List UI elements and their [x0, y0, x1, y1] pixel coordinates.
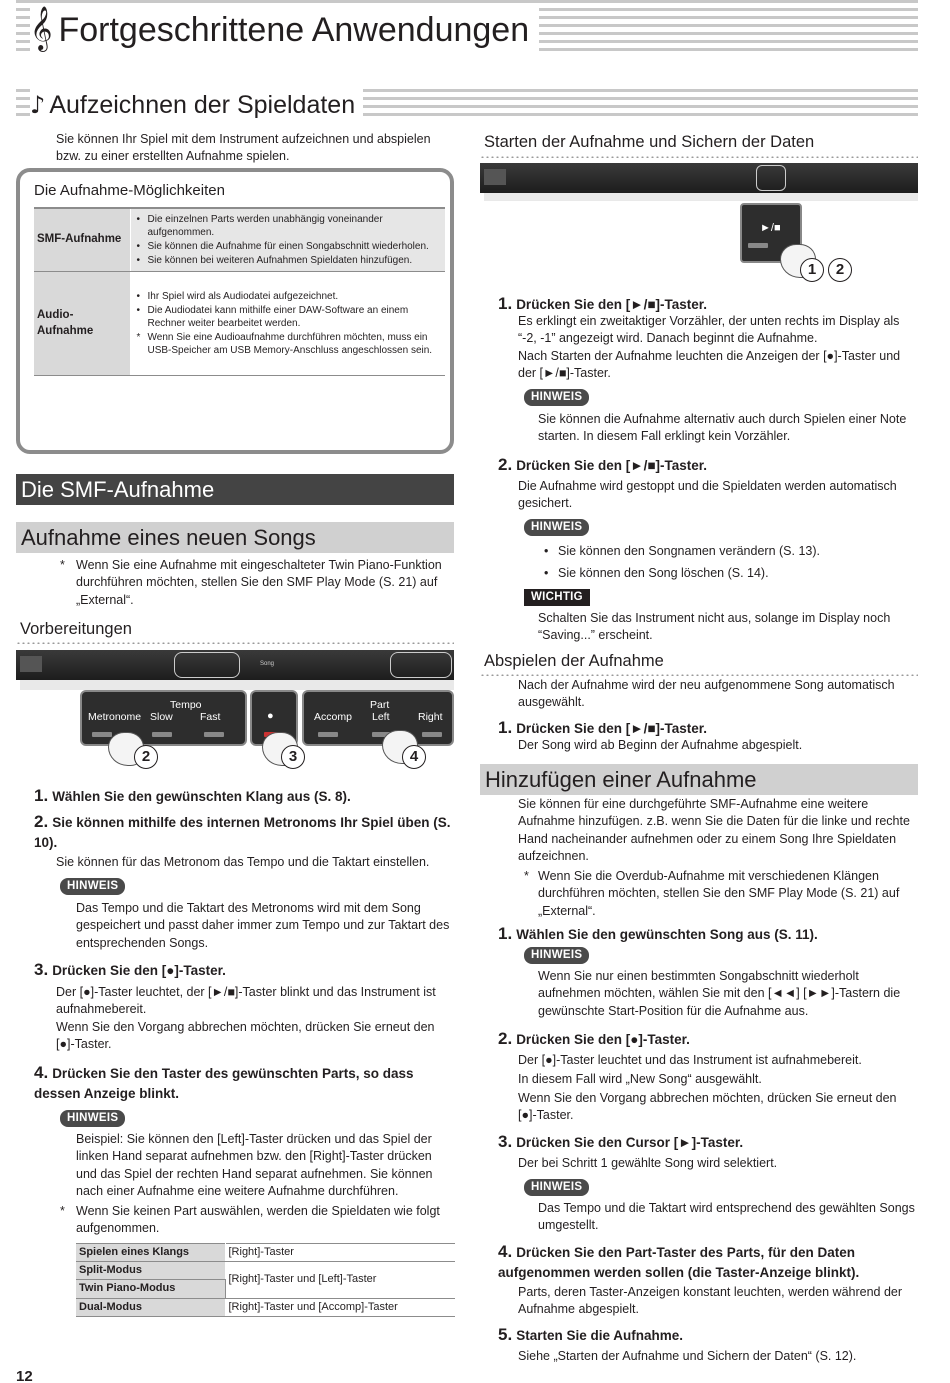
callout-number: 3 — [281, 745, 305, 769]
options-row-audio — [34, 272, 445, 376]
record-step-1-hint: Sie können die Aufnahme alternativ auch durch Spielen einer Note starten. In diesem Fall erklingt kein Vorzähler. — [538, 412, 907, 444]
playback-desc: Nach der Aufnahme wird der neu aufgenommene Song automatisch ausgewählt. — [518, 678, 895, 710]
section-title-text: Aufzeichnen der Spieldaten — [49, 91, 356, 119]
dotted-divider — [480, 674, 918, 676]
callout-number: 2 — [134, 745, 158, 769]
add-step-4: 4. Drücken Sie den Part-Taster des Parts, für den Daten aufgenommen werden sollen (die Taster-Anzeige blinkt). — [498, 1242, 860, 1280]
playback-step-1: 1. Drücken Sie den [►/■]-Taster. — [498, 718, 708, 737]
twin-piano-note: Wenn Sie eine Aufnahme mit eingeschalteter Twin Piano-Funktion durchführen möchten, stellen Sie den SMF Play Mode (S. 21) auf „External“. — [76, 558, 442, 607]
options-row-value — [130, 208, 445, 272]
accomp-label: Accomp — [314, 711, 352, 723]
hint-badge: HINWEIS — [524, 519, 589, 536]
step-3: 3. Drücken Sie den [●]-Taster. — [34, 960, 226, 979]
add-step-3-hint: Das Tempo und die Taktart wird entsprechend des gewählten Songs umgestellt. — [538, 1201, 915, 1233]
record-step-1: 1. Drücken Sie den [►/■]-Taster. — [498, 294, 708, 313]
slow-label: Slow — [150, 711, 173, 723]
step-1: 1. Wählen Sie den gewünschten Klang aus (S. 8). — [34, 786, 351, 805]
list-item: • Die einzelnen Parts werden unabhängig voneinander aufgenommen. — [136, 214, 383, 238]
left-label: Left — [372, 711, 390, 723]
play-stop-icon: ►/■ — [760, 222, 781, 234]
intro-text: Sie können Ihr Spiel mit dem Instrument aufzeichnen und abspielen bzw. zu einer erstellten Aufnahme spielen. — [56, 132, 431, 164]
callout-number: 2 — [828, 258, 852, 282]
page-title — [30, 6, 539, 52]
table-row: Split-Modus [Right]-Taster und [Left]-Taster — [76, 1262, 455, 1280]
options-row-label: SMF-Aufnahme — [34, 208, 130, 272]
tempo-group-outline — [174, 652, 240, 678]
add-step-2-desc-3: Wenn Sie den Vorgang abbrechen möchten, drücken Sie erneut den [●]-Taster. — [518, 1091, 897, 1123]
options-row-smf — [34, 208, 445, 272]
table-row: Spielen eines Klangs [Right]-Taster — [76, 1244, 455, 1262]
playback-title: Abspielen der Aufnahme — [484, 652, 664, 670]
hint-badge: HINWEIS — [524, 389, 589, 406]
note-mark: * — [60, 558, 65, 572]
step-2-hint: Das Tempo und die Taktart des Metronoms wird mit dem Song gespeichert und passt daher immer zum Tempo und zur Taktart des entsprechenden Songs. — [76, 901, 450, 950]
hint-badge: HINWEIS — [524, 1179, 589, 1196]
record-step-2-desc: Die Aufnahme wird gestoppt und die Spieldaten werden automatisch gesichert. — [518, 479, 897, 511]
list-item: • Die Audiodatei kann mithilfe einer DAW-Software an einem Rechner weiter bearbeitet werden. — [136, 305, 409, 329]
step-4-hint: Beispiel: Sie können den [Left]-Taster drücken und das Spiel der linken Hand separat aufnehmen bzw. den [Right]-Taster drücken und das Spiel der rechten Hand separat aufnehmen. Sie können nach einer Aufnahme eine weitere Aufnahme durchführen. — [76, 1132, 433, 1198]
slow-button[interactable] — [152, 732, 172, 737]
note-mark: * — [524, 869, 529, 883]
callout-number: 4 — [402, 745, 426, 769]
page-number: 12 — [16, 1368, 33, 1383]
options-row-label: Audio-Aufnahme — [34, 272, 130, 376]
panel-shadow — [484, 193, 918, 201]
table-row: Dual-Modus [Right]-Taster und [Accomp]-Taster — [76, 1298, 455, 1316]
bullet-mark: • — [544, 544, 549, 558]
add-recording-note: Wenn Sie die Overdub-Aufnahme mit verschiedenen Klängen durchführen möchten, stellen Sie den SMF Play Mode (S. 21) auf „External“. — [538, 869, 900, 918]
playback-step-1-desc: Der Song wird ab Beginn der Aufnahme abgespielt. — [518, 738, 803, 752]
part-callout — [302, 690, 454, 746]
metronome-button[interactable] — [92, 732, 112, 737]
add-step-4-desc: Parts, deren Taster-Anzeigen konstant leuchten, werden während der Aufnahme abgespielt. — [518, 1285, 903, 1317]
warning-badge: WICHTIG — [524, 589, 590, 606]
record-group-outline — [756, 165, 786, 191]
record-icon: ● — [267, 710, 274, 722]
list-item: Sie können den Song löschen (S. 14). — [558, 566, 769, 580]
tempo-label: Tempo — [170, 699, 202, 711]
step-4: 4. Drücken Sie den Taster des gewünschten Parts, so dass dessen Anzeige blinkt. — [34, 1063, 414, 1101]
add-recording-desc: Sie können für eine durchgeführte SMF-Aufnahme eine weitere Aufnahme hinzufügen. z.B. wenn Sie die Daten für die linke und rechte Hand nacheinander aufnehmen oder zu einem Song Ihre Spieldaten aufzeichnen. — [518, 797, 910, 863]
list-item: * Wenn Sie eine Audioaufnahme durchführen möchten, muss ein USB-Speicher am USB Memory-Anschluss angeschlossen sein. — [136, 332, 433, 356]
record-step-2: 2. Drücken Sie den [►/■]-Taster. — [498, 455, 708, 474]
record-step-1-desc: Es erklingt ein zweitaktiger Vorzähler, der unten rechts im Display als “-2, -1” angezeigt wird. Danach beginnt die Aufnahme. — [518, 314, 900, 346]
list-item: • Ihr Spiel wird als Audiodatei aufgezeichnet. — [136, 291, 339, 302]
right-button[interactable] — [422, 732, 442, 737]
right-label: Right — [418, 711, 443, 723]
dotted-divider — [16, 642, 454, 644]
add-step-2: 2. Drücken Sie den [●]-Taster. — [498, 1029, 690, 1048]
play-stop-button[interactable] — [748, 243, 768, 248]
add-step-2-desc-2: In diesem Fall wird „New Song“ ausgewählt. — [518, 1072, 762, 1086]
hint-badge: HINWEIS — [60, 878, 125, 895]
step-2-desc: Sie können für das Metronom das Tempo und die Taktart einstellen. — [56, 855, 430, 869]
list-item: • Sie können bei weiteren Aufnahmen Spieldaten hinzufügen. — [136, 255, 413, 266]
accomp-button[interactable] — [318, 732, 338, 737]
treble-clef-icon: 𝄞 — [30, 6, 53, 50]
part-label: Part — [370, 699, 390, 711]
step-4-note: Wenn Sie keinen Part auswählen, werden die Spieldaten wie folgt aufgenommen. — [76, 1204, 440, 1236]
add-step-5: 5. Starten Sie die Aufnahme. — [498, 1325, 683, 1344]
prep-title: Vorbereitungen — [20, 620, 132, 638]
callout-number: 1 — [800, 258, 824, 282]
step-3-desc-2: Wenn Sie den Vorgang abbrechen möchten, drücken Sie erneut den [●]-Taster. — [56, 1020, 435, 1052]
section-title — [30, 88, 363, 122]
panel-song-label: Song — [260, 661, 275, 667]
smf-section-bar: Die SMF-Aufnahme — [16, 474, 454, 505]
hint-badge: HINWEIS — [524, 947, 589, 964]
display-icon — [484, 169, 506, 185]
tempo-callout — [80, 690, 247, 746]
note-mark: * — [60, 1204, 65, 1218]
options-table — [34, 207, 445, 376]
parts-table — [76, 1243, 455, 1317]
add-step-1: 1. Wählen Sie den gewünschten Song aus (S. 11). — [498, 924, 818, 943]
add-step-1-hint: Wenn Sie nur einen bestimmten Songabschnitt wiederholt aufnehmen möchten, wählen Sie mit den [◄◄] [►►]-Tastern die gewünschte Start-Position für die Aufnahme aus. — [538, 969, 901, 1018]
options-box-title: Die Aufnahme-Möglichkeiten — [34, 182, 225, 199]
table-row: Twin Piano-Modus — [76, 1280, 455, 1298]
list-item: Sie können den Songnamen verändern (S. 13). — [558, 544, 820, 558]
record-step-2-warning: Schalten Sie das Instrument nicht aus, solange im Display noch “Saving...” erscheint. — [538, 611, 891, 643]
record-step-1-desc-2: Nach Starten der Aufnahme leuchten die Anzeigen der [●]-Taster und der [►/■]-Taster. — [518, 349, 901, 381]
list-item: • Sie können die Aufnahme für einen Songabschnitt wiederholen. — [136, 241, 429, 252]
add-step-5-desc: Siehe „Starten der Aufnahme und Sichern der Daten“ (S. 12). — [518, 1349, 857, 1363]
step-3-desc: Der [●]-Taster leuchtet, der [►/■]-Taster blinkt und das Instrument ist aufnahmebereit. — [56, 985, 436, 1017]
eighth-note-icon: ♪ — [30, 91, 46, 119]
options-row-value — [130, 272, 445, 376]
part-group-outline — [390, 652, 452, 678]
add-step-3-desc: Der bei Schritt 1 gewählte Song wird selektiert. — [518, 1156, 778, 1170]
page-title-text: Fortgeschrittene Anwendungen — [58, 11, 530, 49]
new-song-bar: Aufnahme eines neuen Songs — [16, 522, 454, 553]
start-record-title: Starten der Aufnahme und Sichern der Daten — [484, 133, 815, 151]
add-recording-bar: Hinzufügen einer Aufnahme — [480, 764, 918, 795]
step-2: 2. Sie können mithilfe des internen Metronoms Ihr Spiel üben (S. 10). — [34, 812, 451, 850]
add-step-2-desc: Der [●]-Taster leuchtet und das Instrument ist aufnahmebereit. — [518, 1053, 862, 1067]
fast-label: Fast — [200, 711, 221, 723]
instrument-panel-right — [480, 163, 918, 193]
dotted-divider — [480, 156, 918, 158]
add-step-3: 3. Drücken Sie den Cursor [►]-Taster. — [498, 1132, 744, 1151]
fast-button[interactable] — [204, 732, 224, 737]
instrument-panel — [16, 650, 454, 680]
bullet-mark: • — [544, 566, 549, 580]
metronome-label: Metronome — [88, 711, 142, 723]
hint-badge: HINWEIS — [60, 1110, 125, 1127]
panel-shadow — [20, 680, 454, 690]
display-icon — [20, 656, 42, 672]
